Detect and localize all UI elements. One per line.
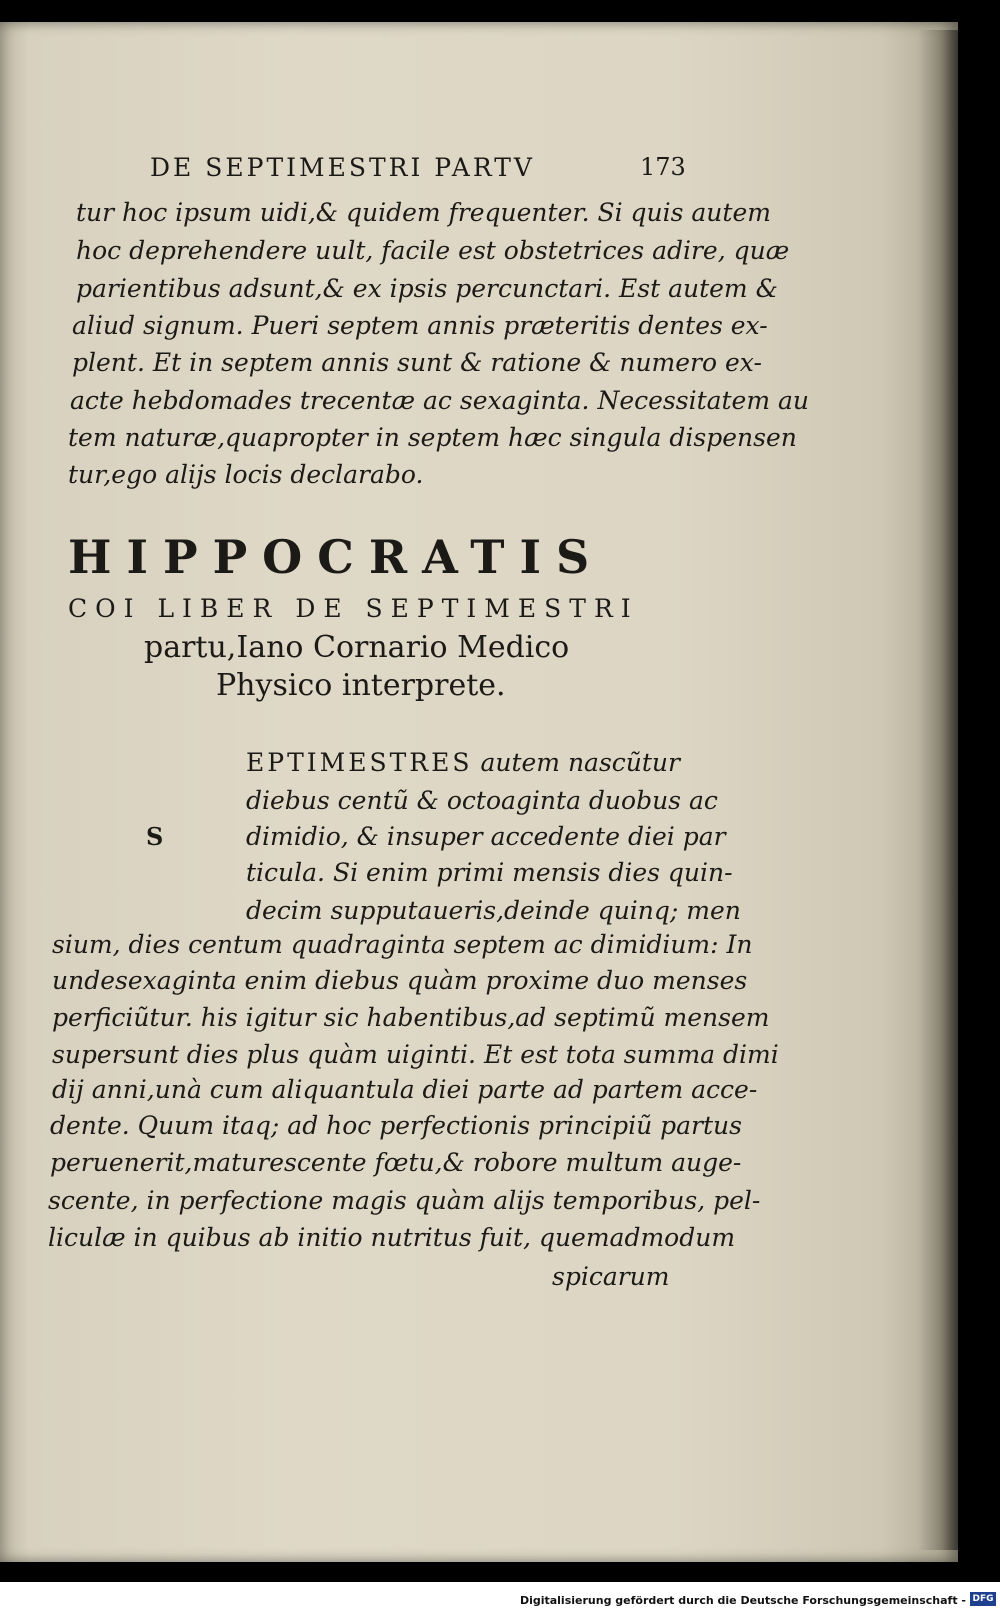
first-line-caps: EPTIMESTRES (246, 748, 473, 777)
body-line-11: peruenerit,maturescente fœtu,& robore multum auge- (50, 1148, 742, 1177)
intro-line-8: tur,ego alijs locis declarabo. (68, 460, 424, 489)
intro-line-5: plent. Et in septem annis sunt & ratione & numero ex- (72, 348, 762, 377)
body-first-line (246, 748, 680, 777)
body-line-2: dimidio, & insuper accedente diei par (246, 822, 726, 851)
body-line-12: scente, in perfectione magis quàm alijs temporibus, pel- (48, 1186, 761, 1215)
body-line-5: sium, dies centum quadraginta septem ac dimidium: In (52, 930, 753, 959)
book-title: HIPPOCRATIS (68, 530, 605, 584)
body-line-13: liculæ in quibus ab initio nutritus fuit, quemadmodum (48, 1223, 736, 1252)
body-line-8: supersunt dies plus quàm uiginti. Et est tota summa dimi (52, 1040, 779, 1069)
catchword: spicarum (552, 1262, 670, 1291)
body-line-7: perficiũtur. his igitur sic habentibus,ad septimũ mensem (52, 1003, 770, 1032)
drop-capital: S (146, 822, 164, 851)
intro-line-7: tem naturæ,quapropter in septem hæc singula dispensen (68, 423, 797, 452)
subtitle-line-2: partu,Iano Cornario Medico (144, 630, 570, 665)
running-head: DE SEPTIMESTRI PARTV (150, 153, 535, 182)
intro-line-6: acte hebdomades trecentæ ac sexaginta. Necessitatem au (70, 386, 810, 415)
dfg-logo[interactable]: DFG (970, 1592, 996, 1606)
body-line-1: diebus centũ & octoaginta duobus ac (246, 786, 718, 815)
body-line-3: ticula. Si enim primi mensis dies quin- (246, 858, 733, 887)
body-line-9: dij anni,unà cum aliquantula diei parte ad partem acce- (52, 1075, 758, 1104)
page-number: 173 (640, 153, 686, 181)
body-line-6: undesexaginta enim diebus quàm proxime duo menses (52, 966, 748, 995)
intro-line-1: tur hoc ipsum uidi,& quidem frequenter. Si quis autem (76, 198, 771, 227)
body-line-4: decim supputaueris,deinde quinq; men (246, 896, 741, 925)
page-edge-shadow (918, 30, 958, 1550)
subtitle-line-3: Physico interprete. (216, 668, 506, 703)
body-line-10: dente. Quum itaq; ad hoc perfectionis principiũ partus (50, 1111, 742, 1140)
intro-line-4: aliud signum. Pueri septem annis præteritis dentes ex- (72, 311, 768, 340)
subtitle-caps: COI LIBER DE SEPTIMESTRI (68, 594, 639, 623)
first-line-rest: autem nascũtur (480, 748, 680, 777)
footer-credit: Digitalisierung gefördert durch die Deutsche Forschungsgemeinschaft - (519, 1594, 966, 1607)
intro-line-2: hoc deprehendere uult, facile est obstetrices adire, quæ (76, 236, 790, 265)
intro-line-3: parientibus adsunt,& ex ipsis percunctari. Est autem & (76, 274, 778, 303)
